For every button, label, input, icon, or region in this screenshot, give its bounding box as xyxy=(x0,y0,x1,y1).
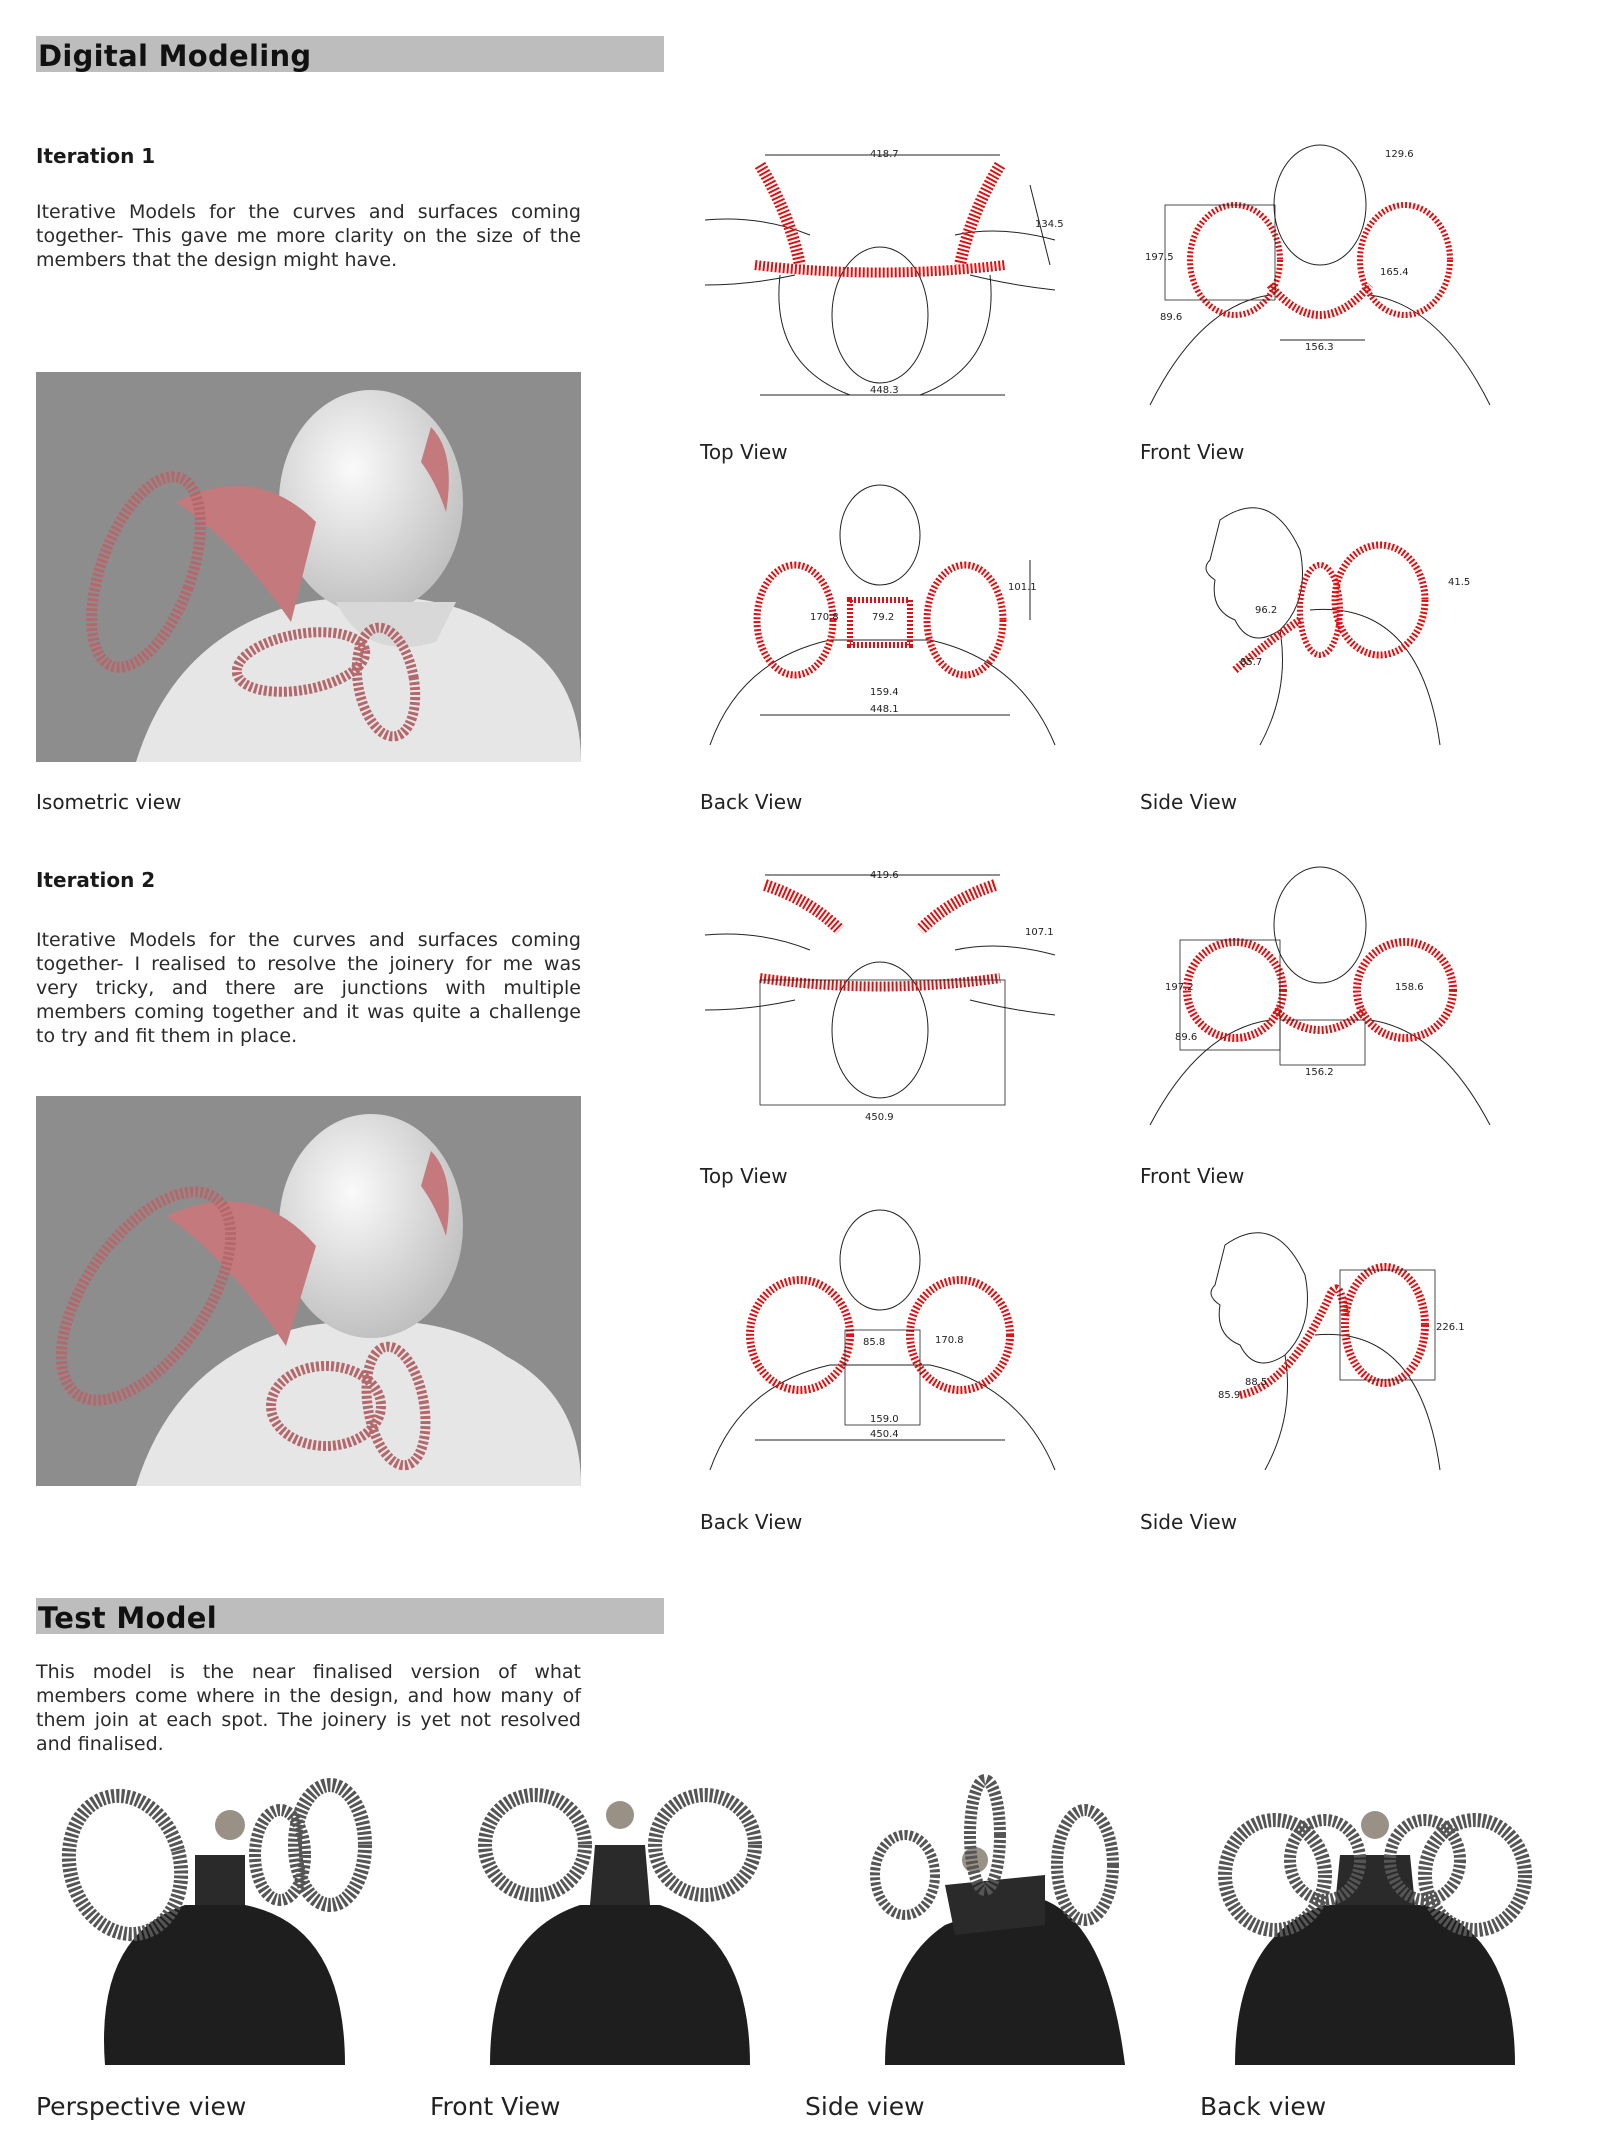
iteration-2-side-view-caption: Side View xyxy=(1140,1510,1238,1534)
test-model-caption-perspective: Perspective view xyxy=(36,2092,247,2121)
section-header-test-model xyxy=(36,1598,664,1634)
iteration-2-isometric-render xyxy=(36,1096,581,1486)
dim-label: 129.6 xyxy=(1385,149,1414,160)
iteration-1-isometric-render xyxy=(36,372,581,762)
dim-label: 85.7 xyxy=(1240,657,1263,668)
iteration-2-side-view-drawing xyxy=(1140,1215,1500,1480)
iteration-2-top-view-drawing xyxy=(700,870,1060,1135)
dim-label: 450.4 xyxy=(870,1429,899,1440)
dim-label: 89.6 xyxy=(1160,312,1183,323)
dim-label: 158.6 xyxy=(1395,982,1424,993)
test-model-photo-perspective xyxy=(45,1765,385,2065)
dim-label: 226.1 xyxy=(1436,1322,1465,1333)
dim-label: 419.6 xyxy=(870,870,899,881)
iteration-2-top-view-caption: Top View xyxy=(700,1164,788,1188)
iteration-1-description: Iterative Models for the curves and surfaces coming together- This gave me more clarity on the size of the members that the design might have. xyxy=(36,201,581,271)
iteration-1-front-view-drawing xyxy=(1140,145,1500,410)
iteration-1-top-view-caption: Top View xyxy=(700,440,788,464)
iteration-2-back-view-drawing xyxy=(700,1215,1060,1480)
dim-label: 156.3 xyxy=(1305,342,1334,353)
iteration-1-render-caption: Isometric view xyxy=(36,790,182,814)
section-title: Test Model xyxy=(38,1601,217,1635)
test-model-photo-front xyxy=(450,1765,790,2065)
test-model-description: This model is the near finalised version of what members come where in the design, and how many of them join at each spot. The joinery is yet not resolved and finalised. xyxy=(36,1661,581,1755)
dim-label: 79.2 xyxy=(872,612,895,623)
dim-label: 89.6 xyxy=(1175,1032,1198,1043)
section-title: Digital Modeling xyxy=(38,39,312,73)
iteration-2-front-view-caption: Front View xyxy=(1140,1164,1245,1188)
iteration-2-front-view-drawing xyxy=(1140,870,1500,1135)
test-model-photo-back xyxy=(1205,1765,1545,2065)
iteration-1-back-view-caption: Back View xyxy=(700,790,803,814)
iteration-2-title: Iteration 2 xyxy=(36,868,156,892)
dim-label: 88.5 xyxy=(1245,1377,1268,1388)
section-header-digital-modeling xyxy=(36,36,664,72)
test-model-photo-side xyxy=(845,1765,1185,2065)
dim-label: 96.2 xyxy=(1255,605,1278,616)
iteration-1-side-view-drawing xyxy=(1140,490,1500,755)
dim-label: 197.5 xyxy=(1145,252,1174,263)
dim-label: 165.4 xyxy=(1380,267,1409,278)
dim-label: 448.1 xyxy=(870,704,899,715)
dim-label: 85.8 xyxy=(863,1337,886,1348)
dim-label: 107.1 xyxy=(1025,927,1054,938)
dim-label: 418.7 xyxy=(870,149,899,160)
dim-label: 134.5 xyxy=(1035,219,1064,230)
dim-label: 448.3 xyxy=(870,385,899,396)
iteration-1-title: Iteration 1 xyxy=(36,144,156,168)
iteration-1-front-view-caption: Front View xyxy=(1140,440,1245,464)
dim-label: 159.0 xyxy=(870,1414,899,1425)
dim-label: 170.8 xyxy=(810,612,839,623)
dim-label: 101.1 xyxy=(1008,582,1037,593)
iteration-1-back-view-drawing xyxy=(700,490,1060,755)
dim-label: 197.2 xyxy=(1165,982,1194,993)
iteration-2-back-view-caption: Back View xyxy=(700,1510,803,1534)
iteration-1-side-view-caption: Side View xyxy=(1140,790,1238,814)
dim-label: 159.4 xyxy=(870,687,899,698)
test-model-caption-back: Back view xyxy=(1200,2092,1327,2121)
dim-label: 450.9 xyxy=(865,1112,894,1123)
dim-label: 41.5 xyxy=(1448,577,1471,588)
dim-label: 85.9 xyxy=(1218,1390,1241,1401)
dim-label: 156.2 xyxy=(1305,1067,1334,1078)
dim-label: 170.8 xyxy=(935,1335,964,1346)
iteration-1-top-view-drawing xyxy=(700,145,1064,410)
test-model-caption-front: Front View xyxy=(430,2092,561,2121)
iteration-2-description: Iterative Models for the curves and surfaces coming together- I realised to resolve the joinery for me was very tricky, and there are junctions with multiple members coming together and it was quite a challenge to try and fit them in place. xyxy=(36,929,581,1047)
test-model-caption-side: Side view xyxy=(805,2092,925,2121)
